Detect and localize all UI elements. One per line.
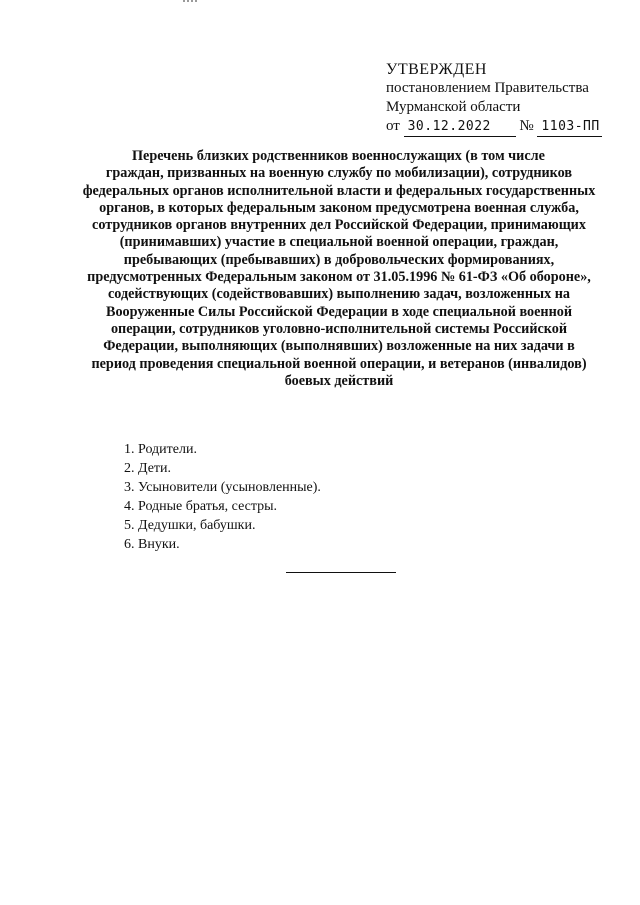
title-body: граждан, призванных на военную службу по мобилизации), сотрудников федеральных органов исполнительной власти и федеральных государственных органов, в которых федеральным законом предусмотрена военная служба, сотрудников органов внутренних дел Российской Федерации, принимающих (принимавших) участие в специальной военной операции, граждан, пребывающих (пребывавших) в добровольческих формированиях, предусмотренных Федеральным законом от 31.05.1996 № 61-ФЗ «Об обороне», содействующих (содействовавших) выполнению задач, возложенных на Вооруженные Силы Российской Федерации в ходе специальной военной операции, сотрудников уголовно-исполнительной системы Российской Федерации, выполняющих (выполнявших) возложенные на них задачи в период проведения специальной военной операции, и ветеранов (инвалидов) боевых действий [82,165,596,389]
date-prefix: от [386,118,400,134]
relatives-list [124,440,321,554]
document-title [80,148,598,390]
approval-number: 1103-ПП [537,117,601,137]
scan-artifact [183,0,197,5]
approval-block [386,60,636,137]
number-prefix: № [519,118,534,134]
list-item: 1. Родители. [124,442,197,457]
list-item: 4. Родные братья, сестры. [124,499,278,514]
approval-line-1: постановлением Правительства [386,80,589,96]
list-item: 5. Дедушки, бабушки. [124,518,256,533]
approval-heading: УТВЕРЖДЕН [386,61,487,78]
approval-line-2: Мурманской области [386,99,521,115]
title-first-line: Перечень близких родственников военнослужащих (в том числе [132,148,545,164]
end-rule [286,572,396,573]
list-item: 2. Дети. [124,461,172,476]
list-item: 3. Усыновители (усыновленные). [124,480,321,495]
approval-date: 30.12.2022 [404,117,516,137]
approval-date-row [386,117,636,137]
list-item: 6. Внуки. [124,537,180,552]
